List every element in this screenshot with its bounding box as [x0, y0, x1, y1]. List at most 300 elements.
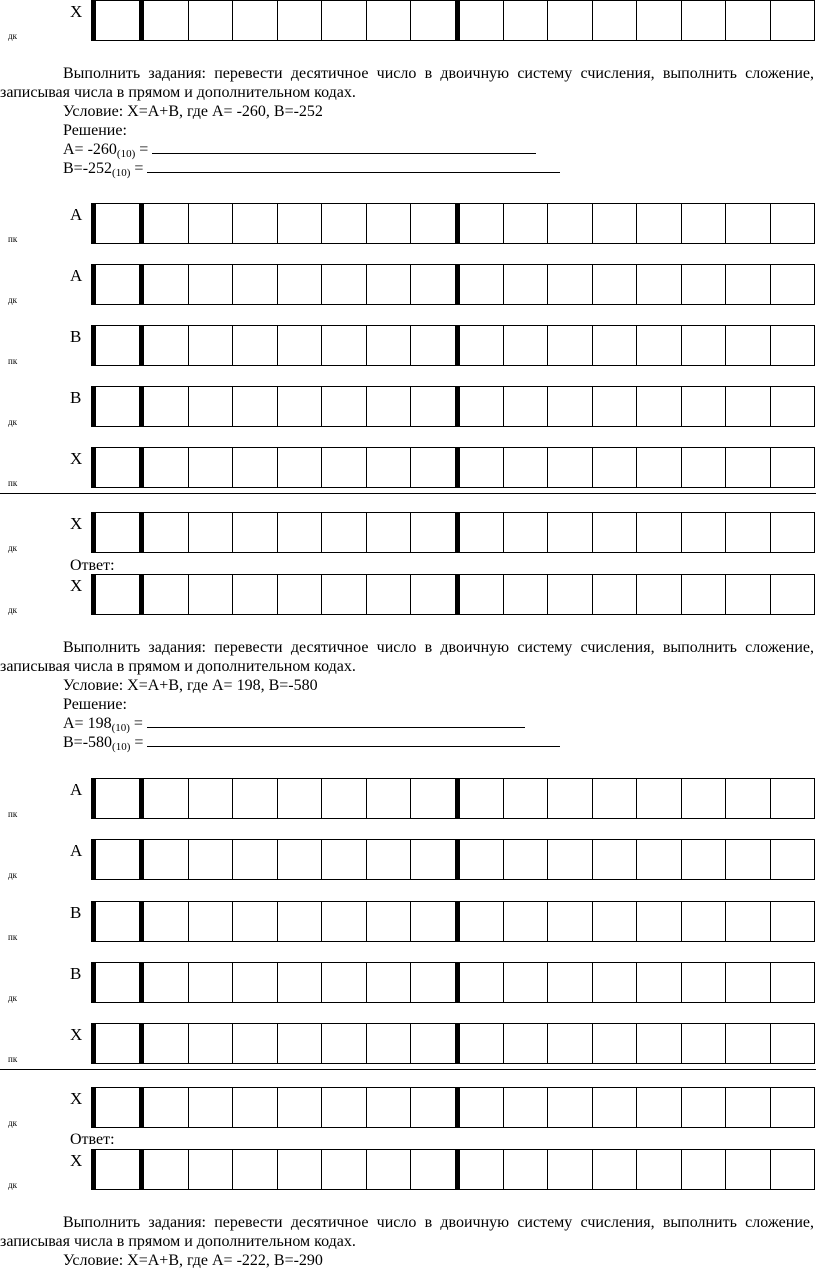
bit-cell[interactable] — [188, 204, 232, 243]
row-code: пк — [8, 478, 18, 488]
bit-cell[interactable] — [681, 1, 725, 40]
row-letter: A — [70, 780, 83, 799]
bit-cell[interactable] — [277, 1024, 321, 1063]
bit-cell[interactable] — [636, 779, 680, 818]
task-3 — [0, 1213, 816, 1270]
bit-grid[interactable] — [91, 325, 815, 366]
bit-cell[interactable] — [96, 513, 139, 552]
bit-row-b-dk — [0, 386, 816, 434]
bit-cell[interactable] — [232, 1088, 276, 1127]
bit-cell[interactable] — [139, 387, 187, 426]
bit-cell[interactable] — [96, 265, 139, 304]
bit-cell[interactable] — [366, 387, 410, 426]
task-2 — [0, 638, 816, 752]
bit-cell[interactable] — [232, 902, 276, 941]
bit-cell[interactable] — [96, 963, 139, 1002]
a-value: A= -260 — [63, 141, 117, 158]
bit-cell[interactable] — [188, 779, 232, 818]
bit-cell[interactable] — [188, 265, 232, 304]
bit-cell[interactable] — [681, 1150, 725, 1189]
bit-cell[interactable] — [277, 1150, 321, 1189]
bit-cell[interactable] — [681, 575, 725, 614]
bit-cell[interactable] — [681, 1024, 725, 1063]
bit-cell[interactable] — [366, 1088, 410, 1127]
bit-cell[interactable] — [139, 1, 187, 40]
bit-cell[interactable] — [232, 326, 276, 365]
bit-cell[interactable] — [455, 840, 503, 879]
bit-cell[interactable] — [455, 1150, 503, 1189]
bit-cell[interactable] — [636, 387, 680, 426]
bit-cell[interactable] — [366, 1, 410, 40]
row-letter: A — [70, 841, 83, 860]
bit-cell[interactable] — [139, 513, 187, 552]
bit-cell[interactable] — [410, 1, 454, 40]
bit-cell[interactable] — [455, 513, 503, 552]
bit-cell[interactable] — [770, 326, 814, 365]
bit-cell[interactable] — [321, 387, 365, 426]
b-answer-blank[interactable] — [147, 733, 560, 747]
bit-cell[interactable] — [770, 1088, 814, 1127]
bit-cell[interactable] — [410, 204, 454, 243]
bit-cell[interactable] — [592, 326, 636, 365]
bit-cell[interactable] — [636, 840, 680, 879]
bit-cell[interactable] — [547, 1150, 591, 1189]
bit-cell[interactable] — [277, 575, 321, 614]
bit-cell[interactable] — [770, 779, 814, 818]
bit-cell[interactable] — [725, 779, 769, 818]
bit-cell[interactable] — [277, 204, 321, 243]
bit-cell[interactable] — [232, 1024, 276, 1063]
b-answer-blank[interactable] — [147, 159, 560, 173]
answer-label: Ответ: — [70, 557, 115, 574]
bit-cell[interactable] — [503, 204, 547, 243]
bit-cell[interactable] — [232, 575, 276, 614]
bit-cell[interactable] — [636, 265, 680, 304]
bit-cell[interactable] — [232, 779, 276, 818]
bit-cell[interactable] — [725, 448, 769, 487]
bit-cell[interactable] — [681, 779, 725, 818]
bit-cell[interactable] — [366, 779, 410, 818]
task-condition: Условие: X=A+B, где A= -222, B=-290 — [63, 1252, 323, 1269]
base-subscript: (10) — [112, 167, 131, 179]
bit-grid[interactable] — [91, 264, 815, 305]
bit-cell[interactable] — [770, 448, 814, 487]
bit-grid[interactable] — [91, 839, 815, 880]
bit-cell[interactable] — [321, 1150, 365, 1189]
bit-cell[interactable] — [770, 387, 814, 426]
bit-cell[interactable] — [96, 779, 139, 818]
bit-cell[interactable] — [725, 963, 769, 1002]
bit-cell[interactable] — [455, 204, 503, 243]
bit-cell[interactable] — [725, 513, 769, 552]
bit-cell[interactable] — [725, 265, 769, 304]
bit-cell[interactable] — [547, 387, 591, 426]
bit-cell[interactable] — [636, 575, 680, 614]
bit-row-top — [0, 0, 816, 48]
row-letter: X — [70, 576, 83, 595]
bit-cell[interactable] — [232, 840, 276, 879]
row-letter: B — [70, 388, 82, 407]
row-letter: X — [70, 2, 83, 21]
bit-cell[interactable] — [681, 513, 725, 552]
bit-cell[interactable] — [188, 575, 232, 614]
bit-cell[interactable] — [232, 387, 276, 426]
sum-separator-line — [0, 1069, 816, 1070]
bit-cell[interactable] — [547, 448, 591, 487]
bit-cell[interactable] — [139, 1150, 187, 1189]
bit-grid[interactable] — [91, 512, 815, 553]
bit-cell[interactable] — [139, 326, 187, 365]
bit-cell[interactable] — [96, 1, 139, 40]
bit-cell[interactable] — [636, 1024, 680, 1063]
task-intro: Выполнить задания: перевести десятичное число в двоичную систему счисления, выполнить сложение, записывая числа в прямом и дополнительном кодах. — [0, 65, 814, 101]
bit-cell[interactable] — [366, 840, 410, 879]
bit-cell[interactable] — [547, 204, 591, 243]
bit-cell[interactable] — [139, 265, 187, 304]
bit-cell[interactable] — [455, 1024, 503, 1063]
bit-cell[interactable] — [725, 1024, 769, 1063]
bit-cell[interactable] — [321, 448, 365, 487]
bit-cell[interactable] — [321, 1088, 365, 1127]
bit-cell[interactable] — [725, 902, 769, 941]
bit-cell[interactable] — [96, 575, 139, 614]
bit-cell[interactable] — [410, 265, 454, 304]
bit-cell[interactable] — [547, 326, 591, 365]
bit-cell[interactable] — [503, 575, 547, 614]
bit-row-a-pk — [0, 203, 816, 251]
bit-cell[interactable] — [277, 902, 321, 941]
bit-cell[interactable] — [188, 902, 232, 941]
bit-cell[interactable] — [636, 326, 680, 365]
bit-cell[interactable] — [503, 448, 547, 487]
bit-cell[interactable] — [366, 448, 410, 487]
bit-cell[interactable] — [321, 840, 365, 879]
bit-cell[interactable] — [188, 326, 232, 365]
row-letter: A — [70, 205, 83, 224]
bit-cell[interactable] — [547, 902, 591, 941]
bit-cell[interactable] — [321, 1024, 365, 1063]
b-conversion-line — [0, 159, 816, 178]
bit-cell[interactable] — [410, 840, 454, 879]
bit-cell[interactable] — [725, 387, 769, 426]
bit-row-b-pk — [0, 325, 816, 373]
bit-row-x-dk — [0, 512, 816, 560]
bit-cell[interactable] — [232, 204, 276, 243]
bit-cell[interactable] — [366, 265, 410, 304]
task-1 — [0, 64, 816, 178]
bit-cell[interactable] — [547, 513, 591, 552]
bit-cell[interactable] — [547, 963, 591, 1002]
bit-cell[interactable] — [410, 963, 454, 1002]
row-code: дк — [8, 295, 17, 305]
bit-grid[interactable] — [91, 574, 815, 615]
bit-cell[interactable] — [547, 575, 591, 614]
row-code: дк — [8, 543, 17, 553]
bit-cell[interactable] — [277, 513, 321, 552]
bit-cell[interactable] — [681, 326, 725, 365]
bit-cell[interactable] — [770, 1, 814, 40]
bit-cell[interactable] — [636, 1150, 680, 1189]
bit-cell[interactable] — [232, 963, 276, 1002]
bit-cell[interactable] — [455, 387, 503, 426]
bit-cell[interactable] — [592, 902, 636, 941]
bit-row-b-pk — [0, 901, 816, 949]
b-value: B=-580 — [63, 734, 113, 751]
bit-cell[interactable] — [139, 575, 187, 614]
bit-cell[interactable] — [410, 575, 454, 614]
bit-cell[interactable] — [592, 840, 636, 879]
a-conversion-line — [0, 714, 816, 733]
bit-cell[interactable] — [188, 513, 232, 552]
bit-cell[interactable] — [139, 840, 187, 879]
bit-cell[interactable] — [547, 1, 591, 40]
bit-cell[interactable] — [770, 1024, 814, 1063]
bit-cell[interactable] — [503, 387, 547, 426]
bit-cell[interactable] — [232, 513, 276, 552]
bit-cell[interactable] — [681, 840, 725, 879]
bit-cell[interactable] — [188, 963, 232, 1002]
bit-cell[interactable] — [770, 265, 814, 304]
bit-cell[interactable] — [321, 265, 365, 304]
bit-cell[interactable] — [188, 840, 232, 879]
bit-cell[interactable] — [277, 840, 321, 879]
bit-cell[interactable] — [321, 779, 365, 818]
equals-sign: = — [135, 141, 153, 158]
bit-grid[interactable] — [91, 1149, 815, 1190]
bit-cell[interactable] — [96, 387, 139, 426]
bit-cell[interactable] — [366, 326, 410, 365]
row-letter: B — [70, 327, 82, 346]
bit-cell[interactable] — [188, 1088, 232, 1127]
bit-grid[interactable] — [91, 962, 815, 1003]
bit-cell[interactable] — [681, 265, 725, 304]
bit-cell[interactable] — [410, 1088, 454, 1127]
bit-cell[interactable] — [503, 513, 547, 552]
bit-cell[interactable] — [770, 204, 814, 243]
bit-cell[interactable] — [321, 963, 365, 1002]
bit-cell[interactable] — [455, 902, 503, 941]
bit-cell[interactable] — [503, 1150, 547, 1189]
bit-cell[interactable] — [770, 902, 814, 941]
bit-cell[interactable] — [636, 513, 680, 552]
bit-cell[interactable] — [96, 840, 139, 879]
bit-cell[interactable] — [410, 902, 454, 941]
bit-cell[interactable] — [139, 204, 187, 243]
bit-cell[interactable] — [725, 575, 769, 614]
bit-cell[interactable] — [503, 779, 547, 818]
bit-cell[interactable] — [188, 1, 232, 40]
row-code: пк — [8, 932, 18, 942]
bit-cell[interactable] — [410, 1150, 454, 1189]
bit-cell[interactable] — [547, 840, 591, 879]
bit-cell[interactable] — [592, 1088, 636, 1127]
bit-cell[interactable] — [232, 448, 276, 487]
bit-cell[interactable] — [277, 1088, 321, 1127]
bit-grid[interactable] — [91, 778, 815, 819]
row-code: дк — [8, 993, 17, 1003]
bit-cell[interactable] — [503, 1, 547, 40]
bit-cell[interactable] — [592, 963, 636, 1002]
bit-cell[interactable] — [592, 1150, 636, 1189]
bit-grid[interactable] — [91, 203, 815, 244]
bit-cell[interactable] — [96, 1024, 139, 1063]
bit-cell[interactable] — [455, 326, 503, 365]
bit-cell[interactable] — [366, 513, 410, 552]
bit-cell[interactable] — [96, 1150, 139, 1189]
row-code: пк — [8, 1054, 18, 1064]
bit-cell[interactable] — [503, 840, 547, 879]
bit-cell[interactable] — [503, 265, 547, 304]
bit-grid[interactable] — [91, 1087, 815, 1128]
bit-cell[interactable] — [410, 1024, 454, 1063]
bit-cell[interactable] — [410, 326, 454, 365]
bit-cell[interactable] — [725, 1, 769, 40]
bit-cell[interactable] — [770, 1150, 814, 1189]
bit-cell[interactable] — [592, 779, 636, 818]
bit-cell[interactable] — [410, 387, 454, 426]
bit-cell[interactable] — [321, 204, 365, 243]
bit-cell[interactable] — [547, 1088, 591, 1127]
bit-cell[interactable] — [547, 265, 591, 304]
bit-cell[interactable] — [770, 840, 814, 879]
a-answer-blank[interactable] — [152, 140, 536, 154]
bit-cell[interactable] — [277, 387, 321, 426]
bit-cell[interactable] — [636, 902, 680, 941]
bit-grid[interactable] — [91, 1023, 815, 1064]
bit-cell[interactable] — [366, 1024, 410, 1063]
base-subscript: (10) — [111, 722, 130, 734]
bit-cell[interactable] — [321, 513, 365, 552]
bit-cell[interactable] — [321, 902, 365, 941]
bit-cell[interactable] — [636, 1, 680, 40]
bit-grid[interactable] — [91, 447, 815, 488]
bit-grid[interactable] — [91, 386, 815, 427]
a-conversion-line — [0, 140, 816, 159]
bit-cell[interactable] — [188, 448, 232, 487]
bit-cell[interactable] — [636, 963, 680, 1002]
bit-cell[interactable] — [636, 448, 680, 487]
bit-row-x-pk — [0, 1023, 816, 1071]
bit-cell[interactable] — [770, 513, 814, 552]
bit-cell[interactable] — [592, 575, 636, 614]
bit-cell[interactable] — [455, 1, 503, 40]
bit-cell[interactable] — [592, 204, 636, 243]
bit-cell[interactable] — [366, 902, 410, 941]
bit-cell[interactable] — [321, 575, 365, 614]
bit-cell[interactable] — [139, 779, 187, 818]
bit-cell[interactable] — [277, 1, 321, 40]
bit-cell[interactable] — [636, 204, 680, 243]
bit-cell[interactable] — [139, 902, 187, 941]
bit-cell[interactable] — [547, 779, 591, 818]
bit-cell[interactable] — [725, 326, 769, 365]
bit-cell[interactable] — [96, 326, 139, 365]
bit-cell[interactable] — [366, 575, 410, 614]
bit-cell[interactable] — [592, 387, 636, 426]
bit-cell[interactable] — [455, 448, 503, 487]
bit-cell[interactable] — [592, 1, 636, 40]
bit-cell[interactable] — [188, 387, 232, 426]
b-conversion-line — [0, 733, 816, 752]
bit-cell[interactable] — [96, 204, 139, 243]
bit-cell[interactable] — [188, 1150, 232, 1189]
bit-cell[interactable] — [139, 448, 187, 487]
bit-cell[interactable] — [681, 1088, 725, 1127]
bit-cell[interactable] — [636, 1088, 680, 1127]
bit-cell[interactable] — [139, 1024, 187, 1063]
bit-cell[interactable] — [277, 448, 321, 487]
b-value: B=-252 — [63, 160, 113, 177]
bit-cell[interactable] — [410, 513, 454, 552]
bit-cell[interactable] — [455, 1088, 503, 1127]
bit-cell[interactable] — [503, 963, 547, 1002]
bit-cell[interactable] — [725, 840, 769, 879]
bit-cell[interactable] — [455, 575, 503, 614]
bit-cell[interactable] — [366, 1150, 410, 1189]
bit-cell[interactable] — [277, 963, 321, 1002]
bit-grid[interactable] — [91, 901, 815, 942]
bit-cell[interactable] — [96, 902, 139, 941]
bit-cell[interactable] — [232, 265, 276, 304]
bit-cell[interactable] — [547, 1024, 591, 1063]
bit-cell[interactable] — [681, 963, 725, 1002]
bit-cell[interactable] — [277, 265, 321, 304]
bit-cell[interactable] — [592, 513, 636, 552]
bit-cell[interactable] — [366, 963, 410, 1002]
bit-cell[interactable] — [410, 448, 454, 487]
bit-cell[interactable] — [455, 779, 503, 818]
bit-row-x-dk — [0, 1087, 816, 1135]
bit-cell[interactable] — [96, 448, 139, 487]
bit-cell[interactable] — [503, 902, 547, 941]
bit-cell[interactable] — [139, 1088, 187, 1127]
bit-cell[interactable] — [681, 204, 725, 243]
bit-cell[interactable] — [592, 1024, 636, 1063]
bit-cell[interactable] — [277, 326, 321, 365]
bit-cell[interactable] — [410, 779, 454, 818]
bit-cell[interactable] — [503, 1088, 547, 1127]
bit-cell[interactable] — [592, 265, 636, 304]
bit-cell[interactable] — [503, 1024, 547, 1063]
bit-cell[interactable] — [725, 1150, 769, 1189]
bit-cell[interactable] — [232, 1, 276, 40]
a-answer-blank[interactable] — [147, 714, 525, 728]
bit-cell[interactable] — [725, 204, 769, 243]
bit-cell[interactable] — [455, 265, 503, 304]
bit-cell[interactable] — [139, 963, 187, 1002]
bit-cell[interactable] — [321, 1, 365, 40]
bit-cell[interactable] — [770, 575, 814, 614]
bit-cell[interactable] — [681, 448, 725, 487]
bit-cell[interactable] — [277, 779, 321, 818]
bit-cell[interactable] — [455, 963, 503, 1002]
bit-cell[interactable] — [725, 1088, 769, 1127]
bit-cell[interactable] — [770, 963, 814, 1002]
bit-cell[interactable] — [503, 326, 547, 365]
task-intro: Выполнить задания: перевести десятичное число в двоичную систему счисления, выполнить сложение, записывая числа в прямом и дополнительном кодах. — [0, 1214, 814, 1250]
bit-cell[interactable] — [366, 204, 410, 243]
bit-cell[interactable] — [681, 387, 725, 426]
bit-cell[interactable] — [681, 902, 725, 941]
bit-grid[interactable] — [91, 0, 815, 41]
bit-cell[interactable] — [232, 1150, 276, 1189]
bit-cell[interactable] — [96, 1088, 139, 1127]
bit-row-x-pk — [0, 447, 816, 495]
bit-cell[interactable] — [321, 326, 365, 365]
row-letter: X — [70, 1089, 83, 1108]
bit-cell[interactable] — [592, 448, 636, 487]
bit-cell[interactable] — [188, 1024, 232, 1063]
